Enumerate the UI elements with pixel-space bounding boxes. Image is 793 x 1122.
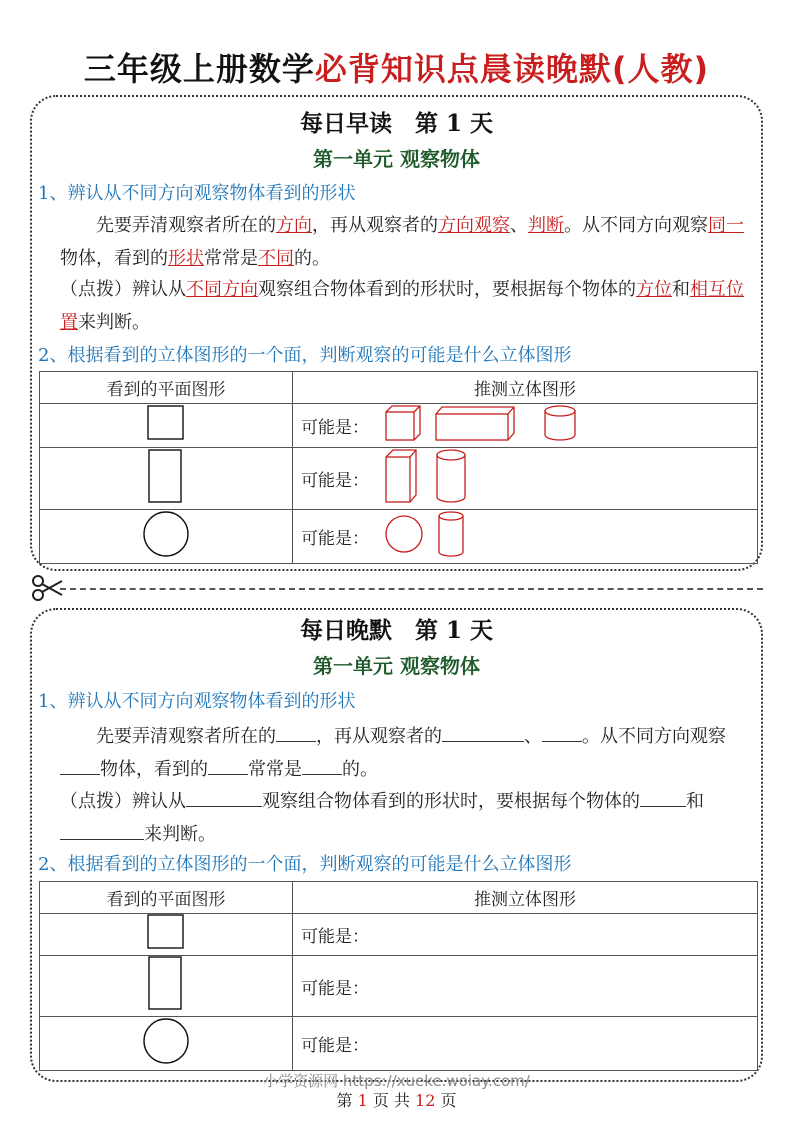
morning-unit-title: 第一单元 观察物体 (313, 147, 480, 171)
table-row (40, 956, 758, 1017)
circle-face-icon (142, 1017, 190, 1065)
morning-section-1: 1、辨认从不同方向观察物体看到的形状 (38, 183, 356, 204)
fill-blank[interactable] (442, 723, 524, 742)
evening-unit-title: 第一单元 观察物体 (313, 654, 480, 678)
square-face-cell (40, 914, 293, 956)
square-face-icon (147, 405, 185, 441)
rectangle-face-cell (40, 448, 293, 510)
morning-shape-table (39, 371, 758, 564)
table-row (40, 914, 758, 956)
fill-blank[interactable] (542, 723, 582, 742)
morning-card-title: 每日早读 第 1 天 (299, 110, 494, 137)
fill-blank[interactable] (186, 788, 262, 807)
page-number: 1 (357, 1091, 368, 1110)
page-total: 12 (415, 1091, 436, 1110)
fill-blank[interactable] (208, 756, 248, 775)
circle-face-solids (384, 510, 479, 563)
square-face-solids (384, 404, 579, 447)
rectangle-face-cell (40, 956, 293, 1017)
answer-cell[interactable]: 可能是： (293, 914, 758, 956)
fill-blank[interactable] (60, 756, 100, 775)
evening-dictation-card (30, 608, 763, 1082)
table-row: 可能是： (40, 510, 758, 564)
evening-shape-table (39, 881, 758, 1071)
page-footer: 第 1 页 共 12 页 (336, 1091, 457, 1110)
table-row: 可能是： (40, 404, 758, 448)
table-row (40, 1017, 758, 1071)
circle-face-icon (142, 510, 190, 558)
morning-paragraph-1: 先要弄清观察者所在的方向，再从观察者的方向观察、判断。从不同方向观察同一物体，看到的形状常常是不同的。 (60, 215, 744, 269)
evening-card-title: 每日晚默 第 1 天 (299, 617, 494, 644)
morning-section-2: 2、根据看到的立体图形的一个面，判断观察的可能是什么立体图形 (38, 345, 572, 366)
square-face-icon (147, 914, 185, 950)
answer-cell[interactable]: 可能是： (293, 956, 758, 1017)
rectangle-face-solids (384, 448, 479, 509)
table-row: 可能是： (40, 448, 758, 510)
rectangle-face-icon (148, 449, 184, 504)
cuboid-cylinder-icon (384, 448, 479, 504)
rectangle-face-icon (148, 956, 184, 1011)
table-header-solid: 推测立体图形 (293, 372, 758, 404)
evening-section-1: 1、辨认从不同方向观察物体看到的形状 (38, 691, 356, 712)
morning-paragraph-2: （点拨）辨认从不同方向观察组合物体看到的形状时，要根据每个物体的方位和相互位置来判断。 (60, 279, 744, 333)
scissors-icon (30, 573, 64, 607)
square-face-cell (40, 404, 293, 448)
morning-reading-card (30, 95, 763, 571)
fill-blank[interactable] (276, 723, 316, 742)
cut-line-divider (60, 588, 763, 590)
table-header-plane: 看到的平面图形 (40, 882, 293, 914)
fill-blank[interactable] (302, 756, 342, 775)
cube-icon (384, 404, 579, 442)
circle-face-cell (40, 510, 293, 564)
answer-cell[interactable]: 可能是： (293, 1017, 758, 1071)
evening-paragraph-2: （点拨）辨认从 观察组合物体看到的形状时，要根据每个物体的 和来判断。 (60, 785, 760, 851)
evening-paragraph-1: 先要弄清观察者所在的 ，再从观察者的 、 。从不同方向观察物体，看到的 常常是 的。 (60, 720, 760, 786)
circle-face-cell (40, 1017, 293, 1071)
watermark: 小学资源网 https://xueke.woiay.com/ (263, 1072, 530, 1090)
sphere-cylinder-icon (384, 510, 479, 558)
fill-blank[interactable] (640, 788, 686, 807)
table-header-plane: 看到的平面图形 (40, 372, 293, 404)
page-title: 三年级上册数学必背知识点晨读晚默(人教) (83, 50, 710, 88)
evening-section-2: 2、根据看到的立体图形的一个面，判断观察的可能是什么立体图形 (38, 854, 572, 875)
fill-blank[interactable] (60, 821, 144, 840)
table-header-solid: 推测立体图形 (293, 882, 758, 914)
